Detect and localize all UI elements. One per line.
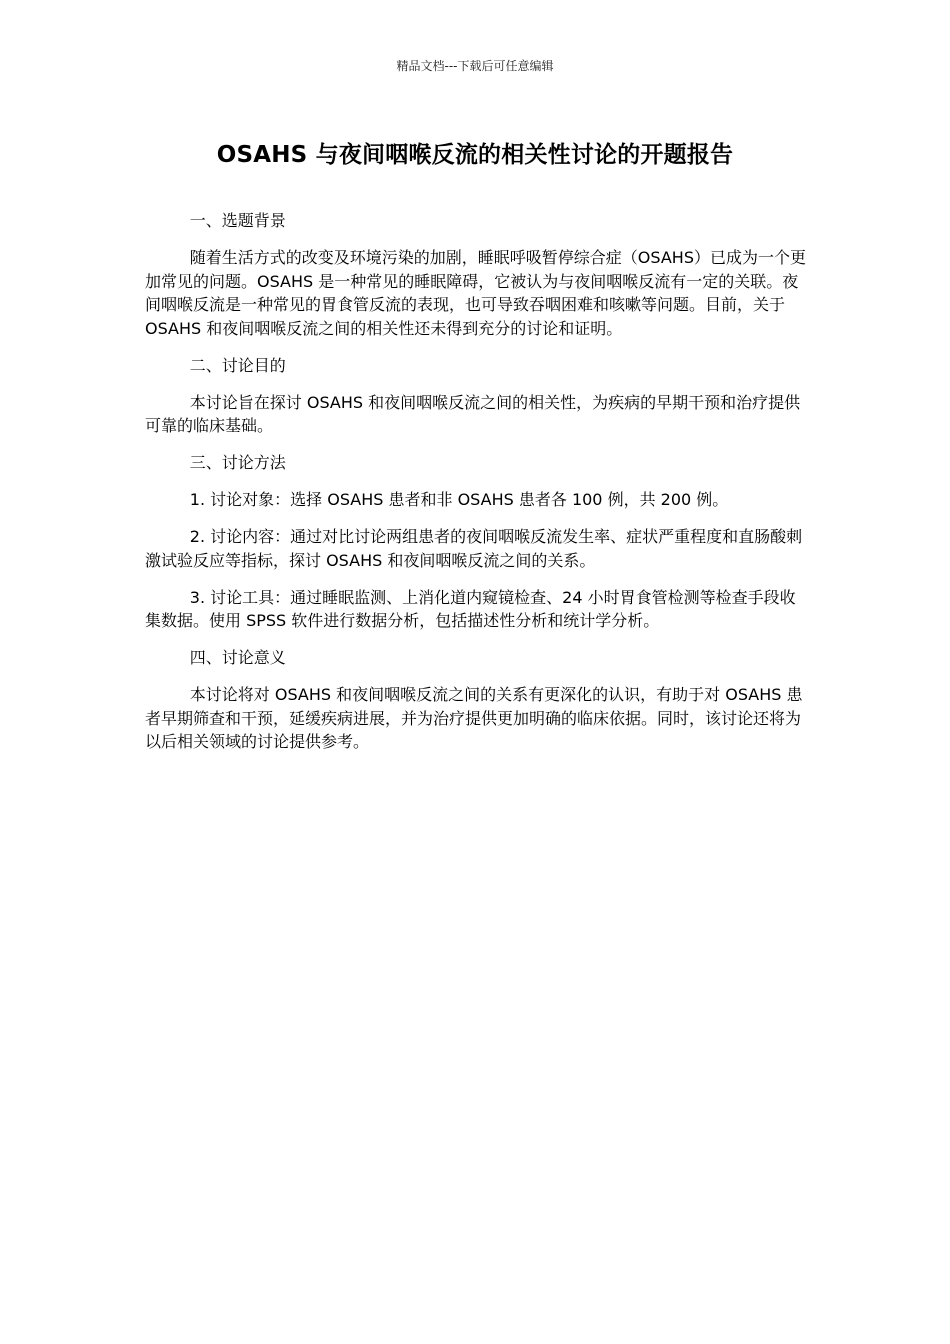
paragraph-methods-tools: 3. 讨论工具：通过睡眠监测、上消化道内窥镜检查、24 小时胃食管检测等检查手段收集数据。使用 SPSS 软件进行数据分析，包括描述性分析和统计学分析。 <box>145 587 796 630</box>
document-title: OSAHS 与夜间咽喉反流的相关性讨论的开题报告 <box>216 142 734 168</box>
section-heading-significance: 四、讨论意义 <box>189 648 286 667</box>
document-body <box>145 209 807 767</box>
section-heading-background: 一、选题背景 <box>189 211 286 230</box>
paragraph-methods-content: 2. 讨论内容：通过对比讨论两组患者的夜间咽喉反流发生率、症状严重程度和直肠酸刺激试验反应等指标，探讨 OSAHS 和夜间咽喉反流之间的关系。 <box>145 527 803 570</box>
paragraph-background: 随着生活方式的改变及环境污染的加剧，睡眠呼吸暂停综合症（OSAHS）已成为一个更加常见的问题。OSAHS 是一种常见的睡眠障碍，它被认为与夜间咽喉反流有一定的关联。夜间咽喉反流是一种常见的胃食管反流的表现，也可导致吞咽困难和咳嗽等问题。目前，关于 OSAHS 和夜间咽喉反流之间的相关性还未得到充分的讨论和证明。 <box>145 248 806 338</box>
header-note: 精品文档---下载后可任意编辑 <box>396 59 554 73</box>
paragraph-significance: 本讨论将对 OSAHS 和夜间咽喉反流之间的关系有更深化的认识，有助于对 OSAHS 患者早期筛查和干预，延缓疾病进展，并为治疗提供更加明确的临床依据。同时，该讨论还将为以后相关领域的讨论提供参考。 <box>145 685 803 751</box>
section-heading-methods: 三、讨论方法 <box>189 453 286 472</box>
paragraph-methods-subjects: 1. 讨论对象：选择 OSAHS 患者和非 OSAHS 患者各 100 例，共 200 例。 <box>189 490 729 509</box>
section-heading-purpose: 二、讨论目的 <box>189 355 286 375</box>
paragraph-purpose: 本讨论旨在探讨 OSAHS 和夜间咽喉反流之间的相关性，为疾病的早期干预和治疗提供可靠的临床基础。 <box>145 392 801 435</box>
